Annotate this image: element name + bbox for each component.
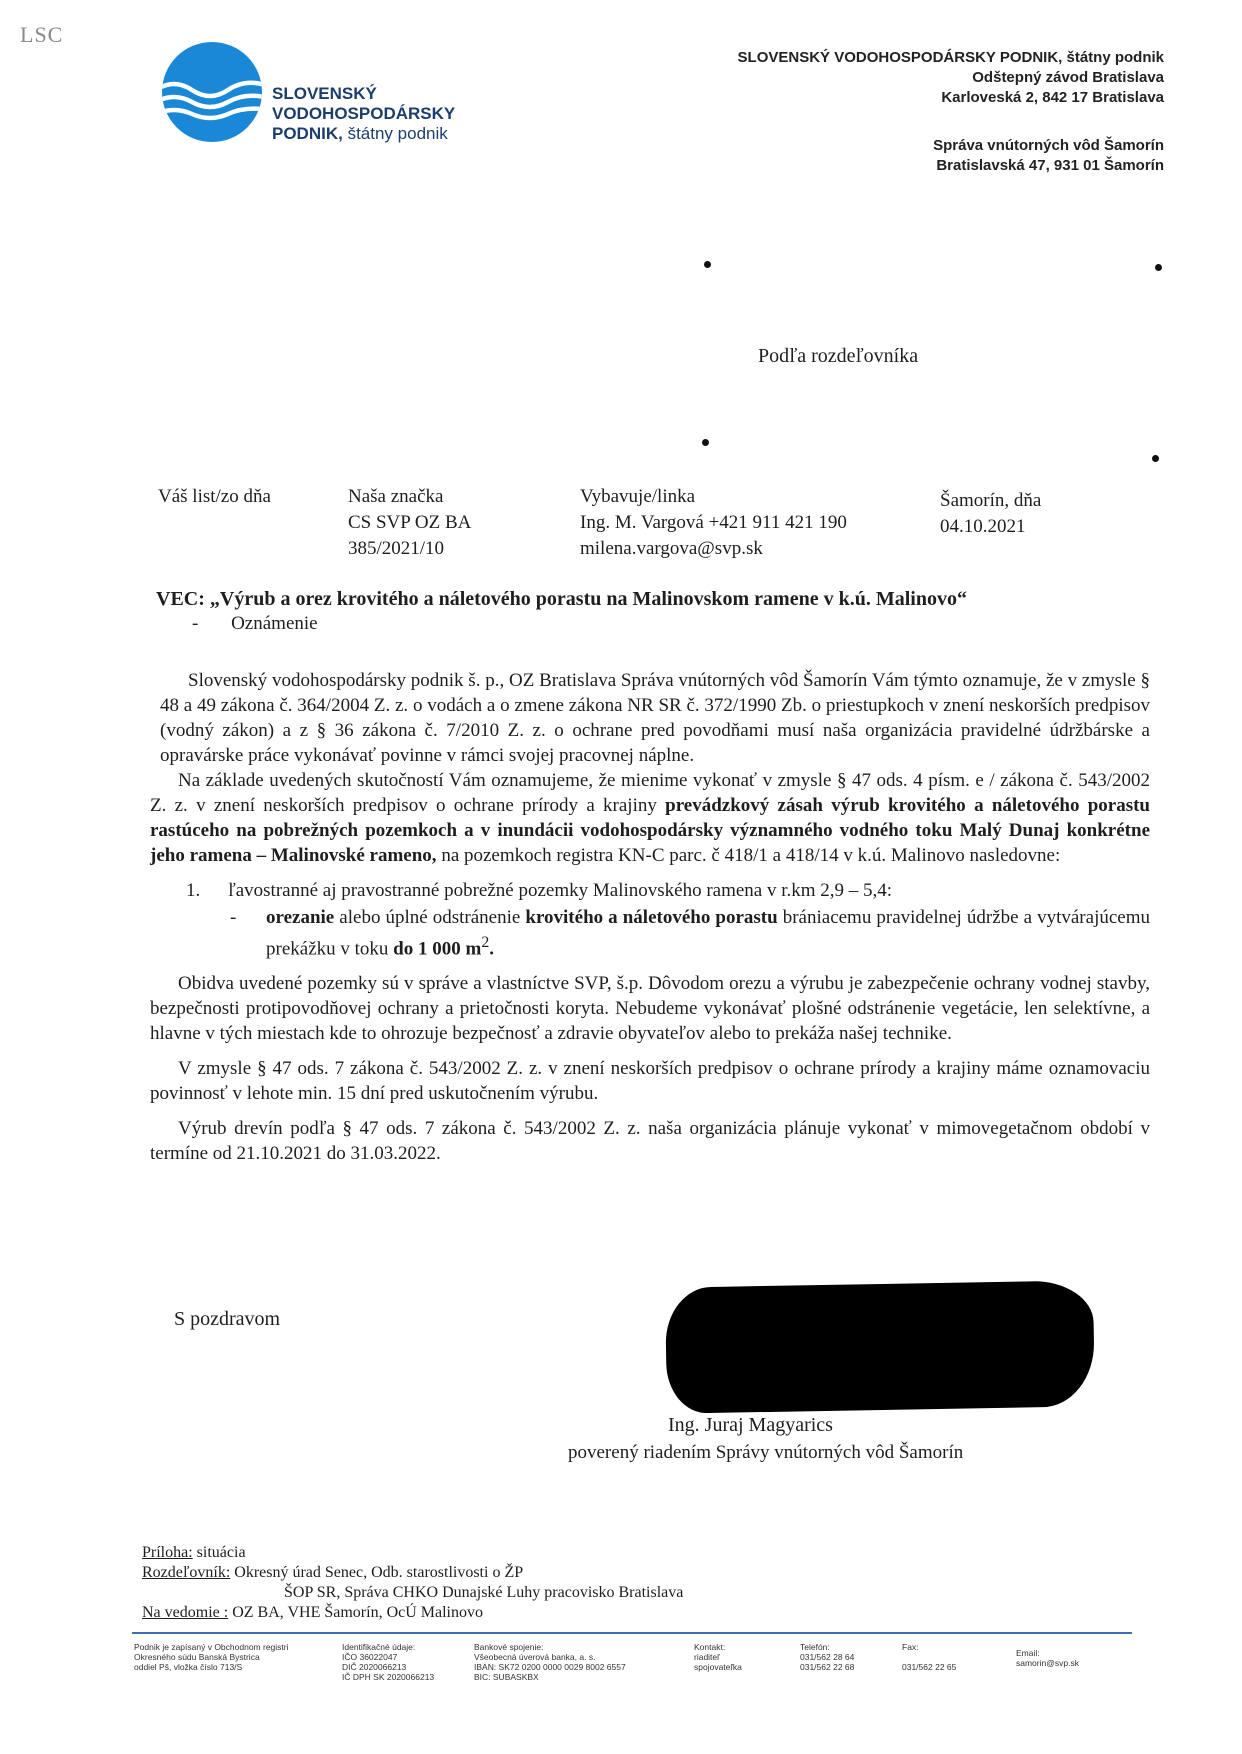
footer-reg-3: oddiel Pš, vložka číslo 713/S	[134, 1662, 243, 1672]
list-item	[186, 878, 1150, 903]
logo-wordmark	[272, 84, 455, 144]
sender-org: SLOVENSKÝ VODOHOSPODÁRSKY PODNIK, štátny podnik	[737, 49, 1164, 66]
footer-contact-2: spojovateľka	[694, 1662, 742, 1672]
paragraph-5: Výrub drevín podľa § 47 ods. 7 zákona č. 543/2002 Z. z. naša organizácia plánuje vykonať v mimovegetačnom období v termíne od 21.10.2021 do 31.03.2022.	[150, 1118, 1150, 1165]
paragraph-3: Obidva uvedené pozemky sú v správe a vlastníctve SVP, š.p. Dôvodom orezu a výrubu je zabezpečenie ochrany vodnej stavby, bezpečnosti protipovodňovej ochrany a prietočnosti koryta. Nebudeme vykonávať plošné odstránenie vegetácie, len selektívne, a hlavne v tých miestach kde to ohrozuje bezpečnosť a zdravie obyvateľov alebo to prekáža našej technike.	[150, 973, 1150, 1045]
signer-role: poverený riadením Správy vnútorných vôd Šamorín	[568, 1442, 964, 1463]
footer-bank-name: Všeobecná úverová banka, a. s.	[474, 1652, 596, 1662]
ref-handled-name: Ing. M. Vargová +421 911 421 190	[580, 512, 847, 533]
paragraph-2-bold: prevádzkový zásah výrub krovitého a náletového porastu rastúceho na pobrežných pozemkoch a v inundácii vodohospodársky významného vodného toku Malý Dunaj konkrétne jeho ramena – Malinovské rameno,	[150, 795, 1150, 866]
footer-contact	[694, 1642, 742, 1672]
ref-our-value-1: CS SVP OZ BA	[348, 512, 472, 533]
footer-dic: DIČ 2020066213	[342, 1662, 407, 1672]
footer-contact-1: riaditeľ	[694, 1652, 720, 1662]
footer-email-label: Email:	[1016, 1648, 1040, 1658]
footer-ico: IČO 36022047	[342, 1652, 398, 1662]
sender-address: Karloveská 2, 842 17 Bratislava	[941, 89, 1164, 106]
scan-dot	[704, 261, 711, 268]
list-bullet	[230, 905, 1150, 961]
list-head-text: ľavostranné aj pravostranné pobrežné pozemky Malinovského ramena v r.km 2,9 – 5,4:	[228, 880, 893, 901]
distribution-block	[142, 1543, 683, 1623]
distribution-2: ŠOP SR, Správa CHKO Dunajské Luhy pracovisko Bratislava	[284, 1584, 684, 1601]
footer-reg-1: Podnik je zapísaný v Obchodnom registri	[134, 1642, 289, 1652]
footer-fax	[902, 1642, 956, 1672]
footer-phone-label: Telefón:	[800, 1642, 830, 1652]
notice-label: Na vedomie :	[142, 1604, 229, 1621]
ref-handled-by	[580, 484, 847, 562]
bullet-c: krovitého a náletového porastu	[525, 907, 778, 928]
signer-name: Ing. Juraj Magyarics	[668, 1414, 833, 1436]
footer-bank-label: Bankové spojenie:	[474, 1642, 544, 1652]
logo-line-3	[272, 124, 455, 144]
footer-id-label: Identifikačné údaje:	[342, 1642, 416, 1652]
paragraph-2-a: Na základe uvedených skutočností Vám oznamujeme, že mienime vykonať v zmysle § 47 ods. 4 písm. e / zákona č. 543/2002 Z. z. v znení neskorších predpisov o ochrane prírody a krajiny	[150, 770, 1150, 816]
signature-redaction	[665, 1280, 1095, 1413]
scan-dot	[1152, 455, 1159, 462]
ref-our-label: Naša značka	[348, 486, 444, 507]
paragraph-1: Slovenský vodohospodársky podnik š. p., OZ Bratislava Správa vnútorných vôd Šamorín Vám týmto oznamuje, že v zmysle § 48 a 49 zákona č. 364/2004 Z. z. o vodách a o zmene zákona NR SR č. 372/1990 Zb. o priestupkoch v znení neskorších predpisov (vodný zákon) a z § 36 zákona č. 7/2010 Z. z. o ochrane pred povodňami musí naša organizácia pravidelné údržbárske a opravárske práce vykonávať povinne v rámci svojej pracovnej náplne.	[160, 670, 1150, 766]
ref-handled-email: milena.vargova@svp.sk	[580, 538, 763, 559]
ref-date: 04.10.2021	[940, 516, 1026, 537]
ref-handled-label: Vybavuje/linka	[580, 486, 696, 507]
footer-iban: IBAN: SK72 0200 0000 0029 8002 6557	[474, 1662, 626, 1672]
corner-mark: LSC	[20, 22, 64, 47]
subject-subline	[192, 613, 318, 635]
bullet-a: orezanie	[266, 907, 335, 928]
company-logo	[160, 40, 264, 144]
distribution-1: Okresný úrad Senec, Odb. starostlivosti o ŽP	[234, 1564, 524, 1581]
footer-reg-2: Okresného súdu Banská Bystrica	[134, 1652, 260, 1662]
ref-place-label: Šamorín, dňa	[940, 490, 1042, 511]
footer-registry	[134, 1642, 289, 1672]
subject-sub-text: Oznámenie	[231, 613, 318, 634]
paragraph-2-c: na pozemkoch registra KN-C parc. č 418/1 a 418/14 v k.ú. Malinovo nasledovne:	[436, 845, 1061, 866]
footer-divider	[132, 1632, 1132, 1634]
logo-line-3-b: štátny podnik	[347, 124, 448, 143]
footer-phone-2: 031/562 22 68	[800, 1662, 855, 1672]
footer-email	[1016, 1648, 1079, 1668]
bullet-e: do 1 000 m	[393, 938, 482, 960]
footer-email-value: samorin@svp.sk	[1016, 1658, 1079, 1668]
footer-bic: BIC: SUBASKBX	[474, 1672, 539, 1682]
distribution-row	[142, 1563, 683, 1583]
letter-body	[150, 668, 1150, 1166]
attachment-label: Príloha:	[142, 1544, 193, 1561]
bullet-text	[266, 905, 1150, 961]
logo-line-3-a: PODNIK,	[272, 124, 343, 143]
footer-ids	[342, 1642, 434, 1682]
scan-dot	[702, 439, 709, 446]
paragraph-4: V zmysle § 47 ods. 7 zákona č. 543/2002 Z. z. v znení neskorších predpisov o ochrane prírody a krajiny máme oznamovaciu povinnosť v lehote min. 15 dní pred uskutočnením výrubu.	[150, 1058, 1150, 1105]
paragraph-2	[150, 768, 1150, 868]
dept-address: Bratislavská 47, 931 01 Šamorín	[936, 157, 1164, 174]
bullet-d: brániacemu pravidelnej údržbe a vytvárajúcemu prekážku v toku	[266, 907, 1150, 960]
footer-phone-1: 031/562 28 64	[800, 1652, 855, 1662]
footer-fax-value: 031/562 22 65	[902, 1662, 957, 1672]
subject-line: VEC: „Výrub a orez krovitého a náletového porastu na Malinovskom ramene v k.ú. Malinovo“	[156, 588, 967, 610]
footer-bank	[474, 1642, 626, 1682]
ref-our-reference	[348, 484, 471, 562]
ref-your-letter	[158, 484, 271, 510]
sender-header	[738, 48, 1164, 108]
subject-dash: -	[192, 613, 199, 634]
logo-line-2: VODOHOSPODÁRSKY	[272, 104, 456, 123]
bullet-sup: 2	[481, 934, 490, 951]
sender-branch: Odštepný závod Bratislava	[972, 69, 1164, 86]
footer-fax-label: Fax:	[902, 1642, 919, 1652]
ref-your-letter-label: Váš list/zo dňa	[158, 486, 271, 507]
footer-phone	[800, 1642, 854, 1672]
addressee: Podľa rozdeľovníka	[758, 345, 919, 367]
bullet-mark: -	[230, 907, 237, 928]
dept-name: Správa vnútorných vôd Šamorín	[933, 137, 1164, 154]
sender-department	[933, 136, 1164, 176]
work-list	[186, 878, 1150, 961]
greeting: S pozdravom	[174, 1308, 281, 1330]
ref-place-date	[940, 488, 1041, 540]
bullet-b: alebo úplné odstránenie	[334, 907, 526, 928]
distribution-label: Rozdeľovník:	[142, 1564, 231, 1581]
ref-our-value-2: 385/2021/10	[348, 538, 445, 559]
notice-value: OZ BA, VHE Šamorín, OcÚ Malinovo	[232, 1604, 483, 1621]
bullet-end: .	[489, 938, 494, 960]
footer-contact-label: Kontakt:	[694, 1642, 726, 1652]
scan-dot	[1155, 264, 1162, 271]
notice-row	[142, 1603, 683, 1623]
footer-icdph: IČ DPH SK 2020066213	[342, 1672, 435, 1682]
attachment-value: situácia	[196, 1544, 246, 1561]
logo-line-1: SLOVENSKÝ	[272, 84, 377, 103]
list-number: 1.	[186, 880, 201, 901]
attachment-row	[142, 1543, 683, 1563]
